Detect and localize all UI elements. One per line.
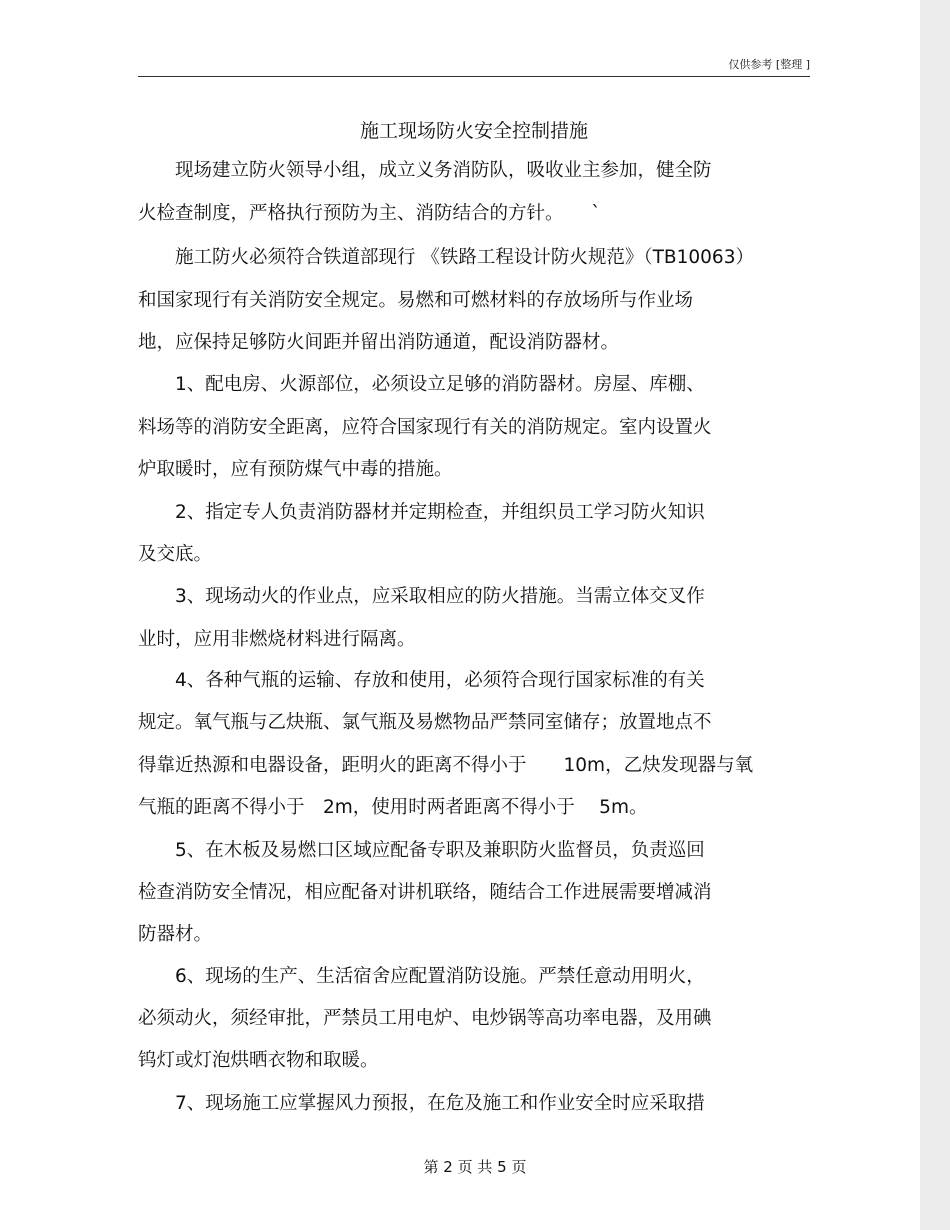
body-line: 和国家现行有关消防安全规定。易燃和可燃材料的存放场所与作业场 bbox=[138, 290, 694, 311]
page-number: 第 2 页 共 5 页 bbox=[423, 1158, 527, 1176]
body-line: 7、现场施工应掌握风力预报，在危及施工和作业安全时应采取措 bbox=[138, 1093, 705, 1114]
body-line: 防器材。 bbox=[138, 924, 213, 945]
header-note: 仅供参考 [整理 ] bbox=[728, 58, 810, 71]
header-rule bbox=[138, 76, 810, 77]
body-line: 检查消防安全情况，相应配备对讲机联络，随结合工作进展需要增减消 bbox=[138, 882, 712, 903]
body-line: 气瓶的距离不得小于 2m，使用时两者距离不得小于 5m。 bbox=[138, 797, 648, 818]
body-line: 得靠近热源和电器设备，距明火的距离不得小于 10m，乙炔发现器与氧 bbox=[138, 755, 754, 776]
document-title: 施工现场防火安全控制措施 bbox=[359, 120, 588, 142]
body-line: 现场建立防火领导小组，成立义务消防队，吸收业主参加，健全防 bbox=[138, 160, 712, 181]
body-line: 2、指定专人负责消防器材并定期检查，并组织员工学习防火知识 bbox=[138, 502, 705, 523]
body-line: 必须动火，须经审批，严禁员工用电炉、电炒锅等高功率电器，及用碘 bbox=[138, 1008, 712, 1029]
body-line: 料场等的消防安全距离，应符合国家现行有关的消防规定。室内设置火 bbox=[138, 417, 712, 438]
body-line: 炉取暖时，应有预防煤气中毒的措施。 bbox=[138, 459, 453, 480]
body-line: 钨灯或灯泡烘晒衣物和取暖。 bbox=[138, 1050, 379, 1071]
body-line: 火检查制度，严格执行预防为主、消防结合的方针。 ` bbox=[138, 203, 601, 224]
body-line: 1、配电房、火源部位，必须设立足够的消防器材。房屋、库棚、 bbox=[138, 374, 705, 395]
body-line: 地，应保持足够防火间距并留出消防通道，配设消防器材。 bbox=[138, 332, 620, 353]
body-line: 3、现场动火的作业点，应采取相应的防火措施。当需立体交叉作 bbox=[138, 586, 705, 607]
body-line: 4、各种气瓶的运输、存放和使用，必须符合现行国家标准的有关 bbox=[138, 670, 705, 691]
body-line: 规定。氧气瓶与乙炔瓶、氯气瓶及易燃物品严禁同室储存；放置地点不 bbox=[138, 712, 712, 733]
body-line: 业时，应用非燃烧材料进行隔离。 bbox=[138, 629, 416, 650]
body-line: 5、在木板及易燃口区域应配备专职及兼职防火监督员，负责巡回 bbox=[138, 840, 705, 861]
page-edge bbox=[920, 0, 950, 1230]
body-line: 及交底。 bbox=[138, 544, 213, 565]
body-line: 6、现场的生产、生活宿舍应配置消防设施。严禁任意动用明火， bbox=[138, 966, 705, 987]
body-line: 施工防火必须符合铁道部现行 《铁路工程设计防火规范》（TB10063） bbox=[138, 247, 754, 268]
